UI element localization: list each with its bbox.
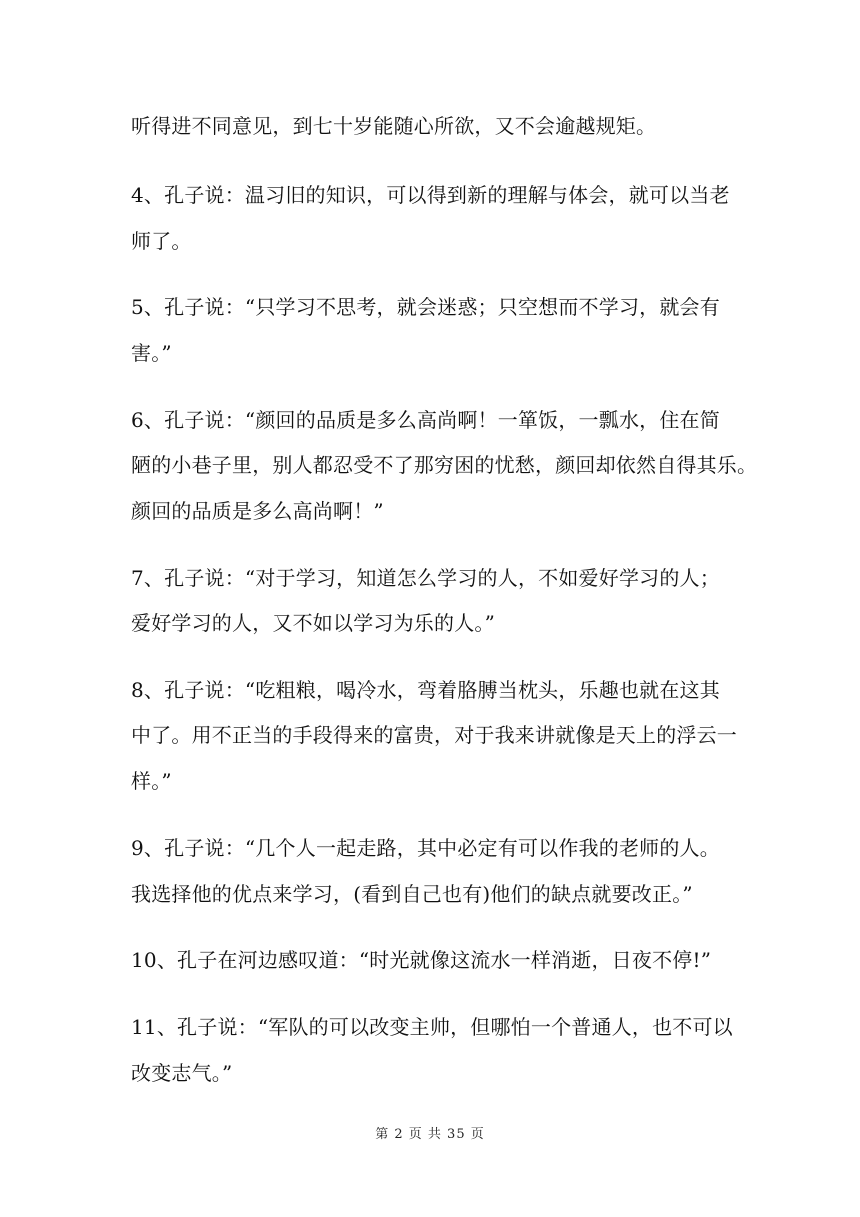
paragraph-line: 害。” [131, 341, 172, 365]
paragraph-line: 陋的小巷子里，别人都忍受不了那穷困的忧愁，颜回却依然自得其乐。 [131, 453, 758, 477]
paragraph-line: 11、孔子说：“军队的可以改变主帅，但哪怕一个普通人，也不可以 [131, 1015, 733, 1039]
paragraph-line: 7、孔子说：“对于学习，知道怎么学习的人，不如爱好学习的人； [131, 566, 720, 590]
paragraph-line: 样。” [131, 769, 172, 793]
paragraph-line: 改变志气。” [131, 1061, 233, 1085]
paragraph-line: 中了。用不正当的手段得来的富贵，对于我来讲就像是天上的浮云一 [131, 723, 737, 747]
page-number-footer: 第 2 页 共 35 页 [375, 1127, 485, 1142]
paragraph-line: 6、孔子说：“颜回的品质是多么高尚啊！一箪饭，一瓢水，住在简 [131, 408, 720, 432]
paragraph-line: 8、孔子说：“吃粗粮，喝冷水，弯着胳膊当枕头，乐趣也就在这其 [131, 678, 720, 702]
paragraph-line: 9、孔子说：“几个人一起走路，其中必定有可以作我的老师的人。 [131, 836, 720, 860]
paragraph-line: 10、孔子在河边感叹道：“时光就像这流水一样消逝，日夜不停!” [131, 948, 712, 972]
paragraph-line: 我选择他的优点来学习，(看到自己也有)他们的缺点就要改正。” [131, 882, 693, 906]
paragraph-line: 4、孔子说：温习旧的知识，可以得到新的理解与体会，就可以当老 [131, 183, 730, 207]
paragraph-line: 颜回的品质是多么高尚啊！” [131, 499, 384, 523]
paragraph-line: 爱好学习的人，又不如以学习为乐的人。” [131, 611, 496, 635]
paragraph-line: 师了。 [131, 229, 192, 253]
paragraph-line: 听得进不同意见，到七十岁能随心所欲，又不会逾越规矩。 [131, 114, 657, 138]
paragraph-line: 5、孔子说：“只学习不思考，就会迷惑；只空想而不学习，就会有 [131, 295, 720, 319]
